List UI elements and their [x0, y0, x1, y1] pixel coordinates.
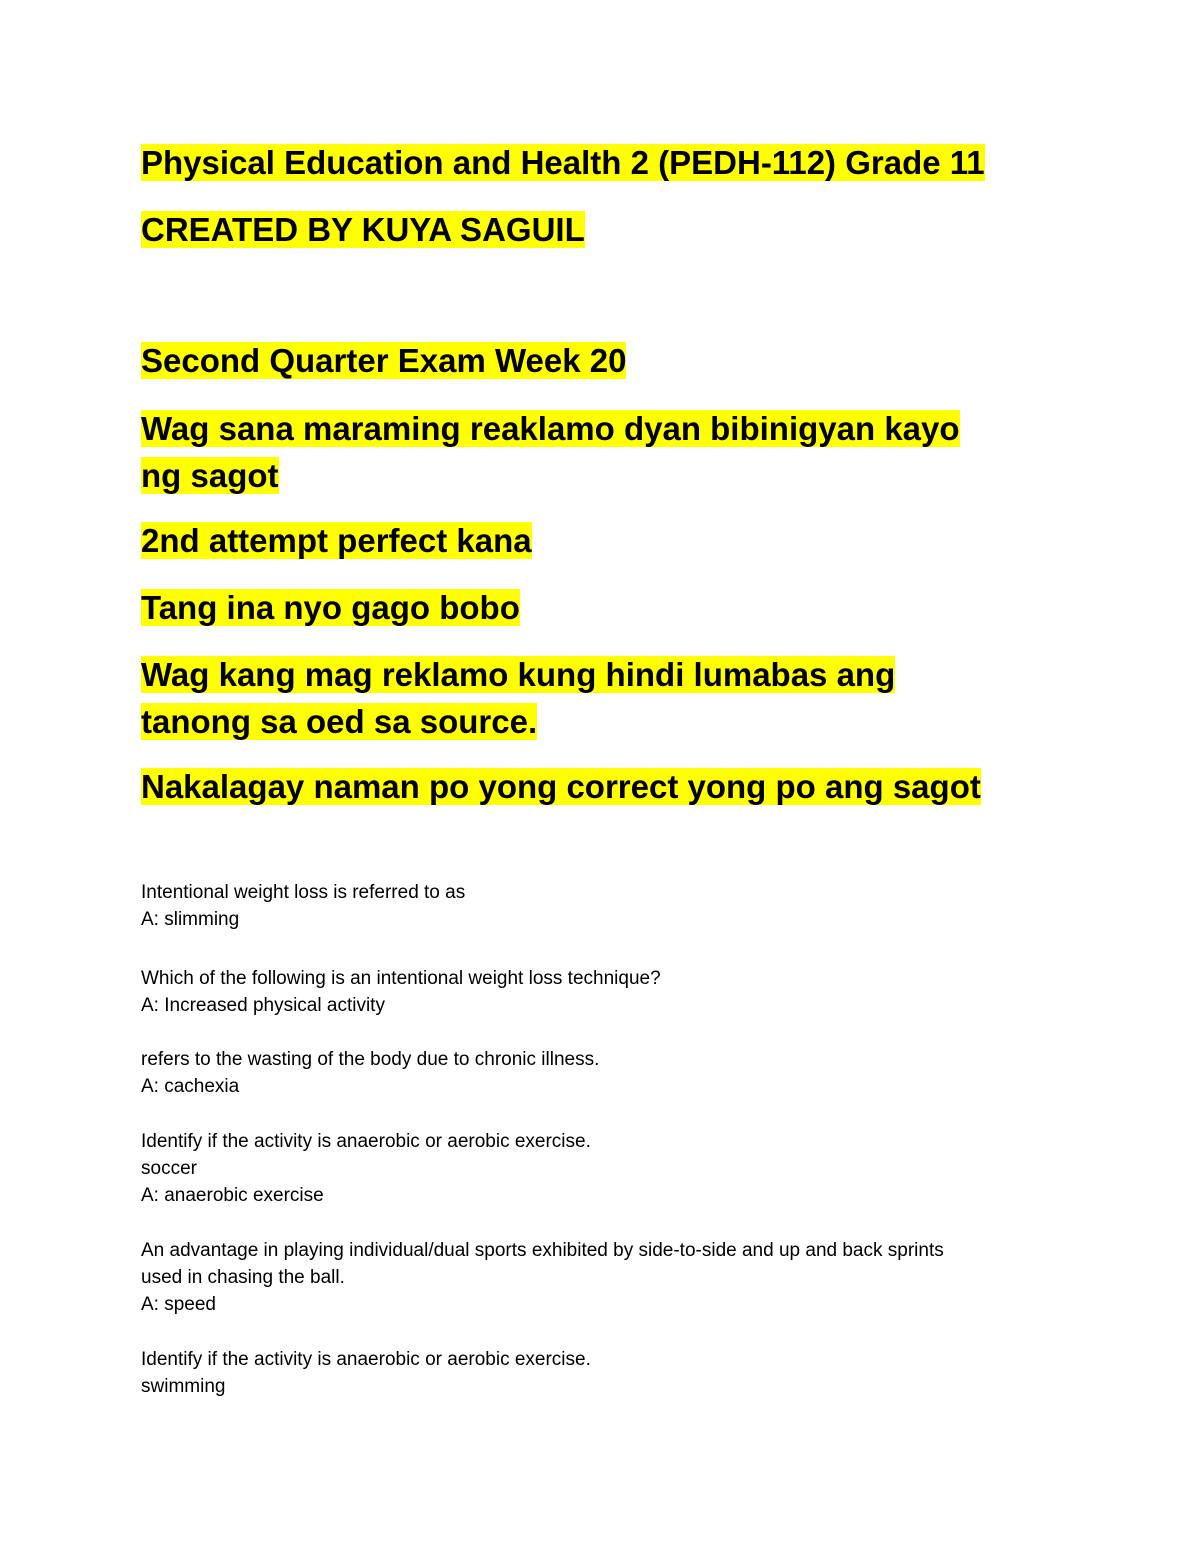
author-text: CREATED BY KUYA SAGUIL: [141, 211, 585, 248]
qa-item-6: [141, 1346, 1041, 1400]
question-text: An advantage in playing individual/dual sports exhibited by side-to-side and up and back sprints: [141, 1240, 944, 1261]
note-1-line-2: ng sagot: [141, 457, 279, 494]
question-text: Intentional weight loss is referred to as: [141, 882, 466, 903]
note-5-text: Nakalagay naman po yong correct yong po ang sagot: [141, 768, 981, 805]
question-text: Identify if the activity is anaerobic or aerobic exercise.: [141, 1131, 591, 1152]
answer-text: A: Increased physical activity: [141, 995, 385, 1016]
answer-text: A: speed: [141, 1294, 216, 1315]
note-1-line-1: Wag sana maraming reaklamo dyan bibinigyan kayo: [141, 410, 960, 447]
qa-item-1: [141, 879, 1041, 933]
exam-heading: [141, 337, 626, 384]
note-3: [141, 584, 520, 631]
qa-item-2: [141, 965, 1041, 1019]
note-4-line-2: tanong sa oed sa source.: [141, 703, 538, 740]
answer-text: A: anaerobic exercise: [141, 1185, 324, 1206]
qa-item-4: [141, 1128, 1041, 1209]
note-4-line-1: Wag kang mag reklamo kung hindi lumabas ang: [141, 656, 896, 693]
note-2: [141, 517, 532, 564]
document-title: [141, 139, 985, 186]
note-5: [141, 763, 981, 810]
note-3-text: Tang ina nyo gago bobo: [141, 589, 520, 626]
document-title-text: Physical Education and Health 2 (PEDH-112) Grade 11: [141, 144, 985, 181]
qa-item-3: [141, 1046, 1041, 1100]
author-line: [141, 206, 585, 253]
note-2-text: 2nd attempt perfect kana: [141, 522, 532, 559]
question-subject: swimming: [141, 1376, 226, 1397]
note-1: [141, 405, 960, 499]
qa-item-5: [141, 1237, 1041, 1318]
question-text: Which of the following is an intentional weight loss technique?: [141, 968, 661, 989]
answer-text: A: cachexia: [141, 1076, 240, 1097]
question-text: refers to the wasting of the body due to chronic illness.: [141, 1049, 600, 1070]
question-text-continued: used in chasing the ball.: [141, 1267, 345, 1288]
answer-text: A: slimming: [141, 909, 240, 930]
question-text: Identify if the activity is anaerobic or aerobic exercise.: [141, 1349, 591, 1370]
question-subject: soccer: [141, 1158, 197, 1179]
note-4: [141, 651, 895, 745]
exam-heading-text: Second Quarter Exam Week 20: [141, 342, 627, 379]
